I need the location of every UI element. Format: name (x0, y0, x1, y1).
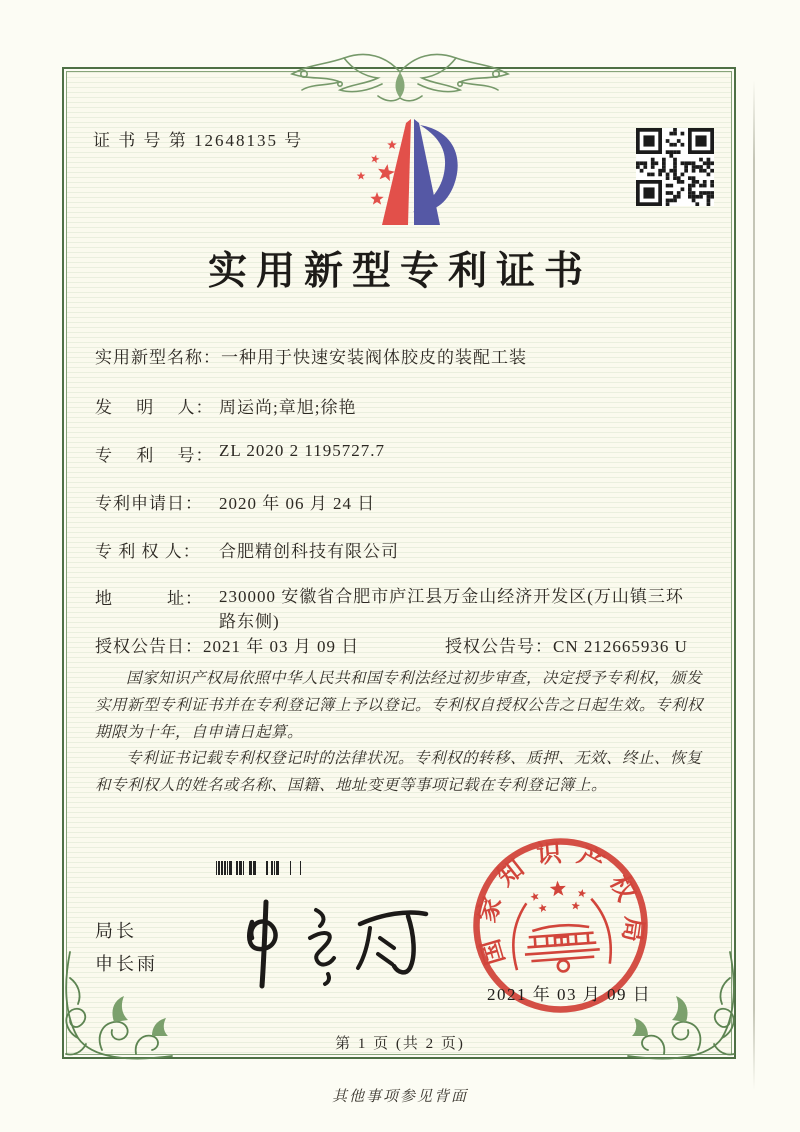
field-label: 专 利 号： (95, 446, 214, 465)
field-label: 专利申请日： (95, 494, 203, 513)
seal-text: 国家知识产权局 (473, 839, 648, 968)
field-utility-model-name (95, 343, 711, 368)
svg-text:国家知识产权局 (467, 834, 651, 969)
legal-paragraph-2: 专利证书记载专利权登记时的法律状况。专利权的转移、质押、无效、终止、恢复和专利权人的姓名或名称、国籍、地址变更等事项记载在专利登记簿上。 (95, 750, 703, 795)
certificate-number: 证 书 号 第 12648135 号 (93, 131, 304, 150)
seal-date: 2021 年 03 月 09 日 (487, 985, 652, 1004)
grant-date-value: 2021 年 03 月 09 日 (203, 637, 360, 656)
field-address (95, 584, 711, 634)
field-label: 实用新型名称： (95, 348, 221, 367)
grant-no-value: CN 212665936 U (553, 637, 688, 656)
back-note: 其他事项参见背面 (331, 1089, 468, 1105)
field-patentee (95, 537, 711, 562)
field-value: 合肥精创科技有限公司 (219, 542, 399, 561)
field-patent-number (95, 441, 711, 466)
cnipa-logo-icon (340, 113, 480, 235)
field-value: 一种用于快速安装阀体胶皮的装配工装 (221, 348, 527, 367)
field-label: 专 利 权 人： (95, 542, 201, 561)
page-number: 第 1 页 (共 2 页) (335, 1036, 465, 1052)
field-value: 周运尚;章旭;徐艳 (219, 398, 357, 417)
field-inventors (95, 393, 711, 418)
legal-paragraph-1: 国家知识产权局依照中华人民共和国专利法经过初步审查，决定授予专利权，颁发实用新型专利证书并在专利登记簿上予以登记。专利权自授权公告之日起生效。专利权期限为十年，自申请日起算。 (95, 670, 704, 741)
field-value: 230000 安徽省合肥市庐江县万金山经济开发区(万山镇三环路东侧) (219, 587, 684, 631)
certificate-title: 实用新型专利证书 (207, 250, 592, 293)
field-value: 2020 年 06 月 24 日 (219, 494, 376, 513)
field-label: 发 明 人： (95, 398, 214, 417)
grant-announcement-row (95, 632, 711, 657)
barcode-icon (212, 861, 308, 875)
field-value: ZL 2020 2 1195727.7 (219, 441, 386, 460)
signature-script (232, 888, 432, 993)
commissioner-title: 局长 (95, 921, 137, 941)
page-edge-shadow (753, 80, 755, 1090)
top-flourish-icon (282, 38, 518, 110)
commissioner-name: 申长雨 (95, 954, 158, 974)
qr-code-icon (636, 128, 714, 206)
legal-text (95, 666, 709, 800)
grant-date-label: 授权公告日： (95, 637, 203, 656)
grant-no-label: 授权公告号： (445, 637, 553, 656)
field-label: 地 址： (95, 589, 203, 608)
field-filing-date (95, 489, 711, 514)
